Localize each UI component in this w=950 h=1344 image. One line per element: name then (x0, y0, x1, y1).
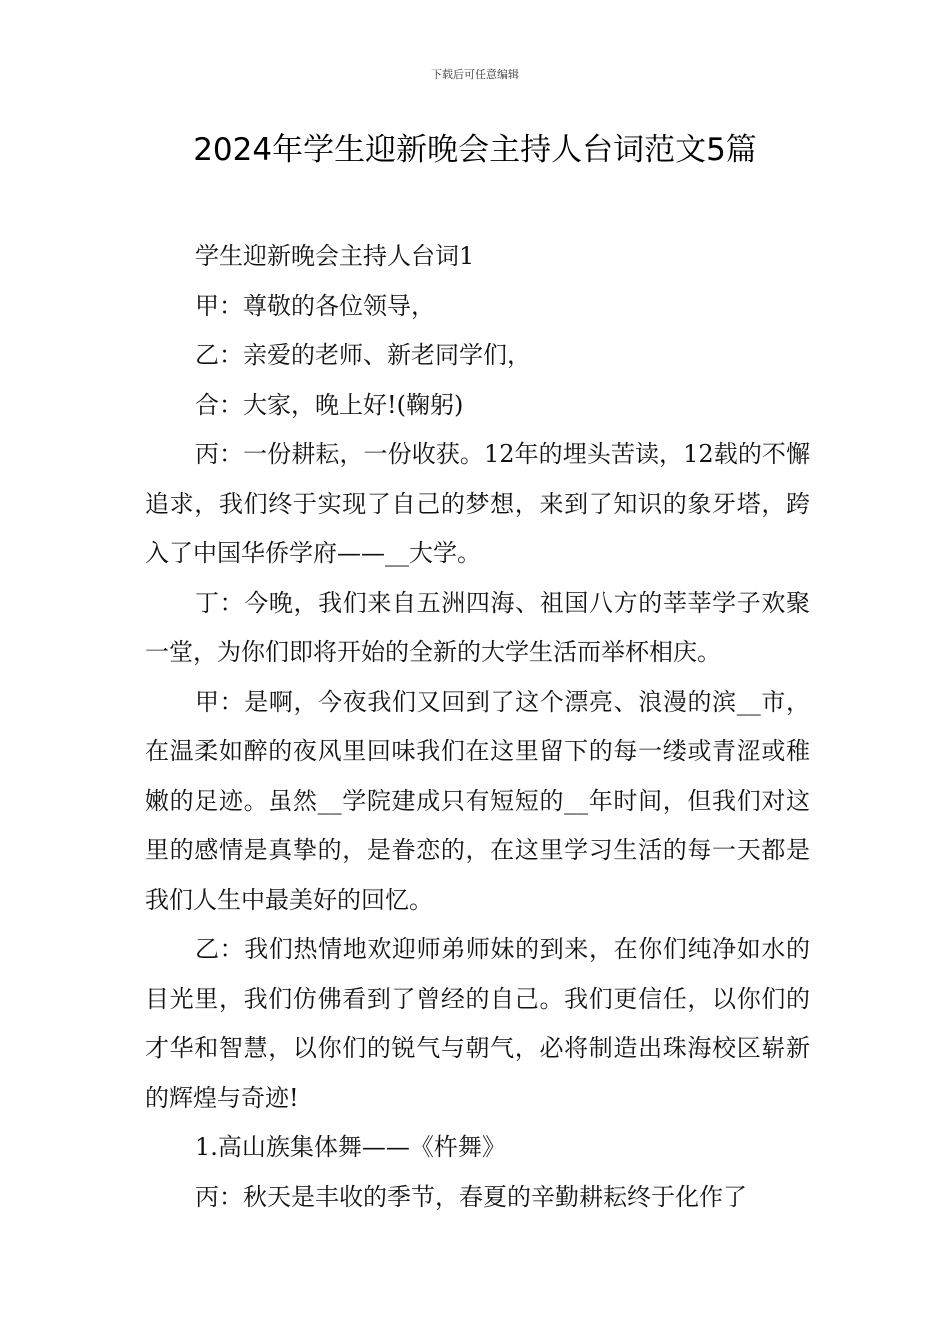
program-item: 1.高山族集体舞——《杵舞》 (195, 1133, 506, 1161)
document-body (145, 232, 810, 1222)
document-title: 2024年学生迎新晚会主持人台词范文5篇 (193, 132, 757, 168)
paragraph: 丙：一份耕耘，一份收获。12年的埋头苦读，12载的不懈追求，我们终于实现了自己的梦想，来到了知识的象牙塔，跨入了中国华侨学府——__大学。 (145, 440, 810, 567)
paragraph: 丁：今晚，我们来自五洲四海、祖国八方的莘莘学子欢聚一堂，为你们即将开始的全新的大学生活而举杯相庆。 (145, 588, 810, 666)
paragraph: 乙：亲爱的老师、新老同学们， (195, 341, 531, 369)
paragraph: 甲：尊敬的各位领导， (195, 291, 435, 320)
paragraph: 乙：我们热情地欢迎师弟师妹的到来，在你们纯净如水的目光里，我们仿佛看到了曾经的自己。我们更信任，以你们的才华和智慧，以你们的锐气与朝气，必将制造出珠海校区崭新的辉煌与奇迹! (145, 935, 810, 1112)
paragraph: 丙：秋天是丰收的季节，春夏的辛勤耕耘终于化作了 (195, 1182, 747, 1211)
section-heading: 学生迎新晚会主持人台词1 (195, 242, 475, 270)
header-note: 下载后可任意编辑 (431, 68, 519, 81)
paragraph: 甲：是啊，今夜我们又回到了这个漂亮、浪漫的滨__市，在温柔如醉的夜风里回味我们在这里留下的每一缕或青涩或稚嫩的足迹。虽然__学院建成只有短短的__年时间，但我们对这里的感情是真挚的，是眷恋的，在这里学习生活的每一天都是我们人生中最美好的回忆。 (145, 687, 810, 914)
paragraph: 合：大家，晚上好!(鞠躬) (195, 390, 464, 419)
